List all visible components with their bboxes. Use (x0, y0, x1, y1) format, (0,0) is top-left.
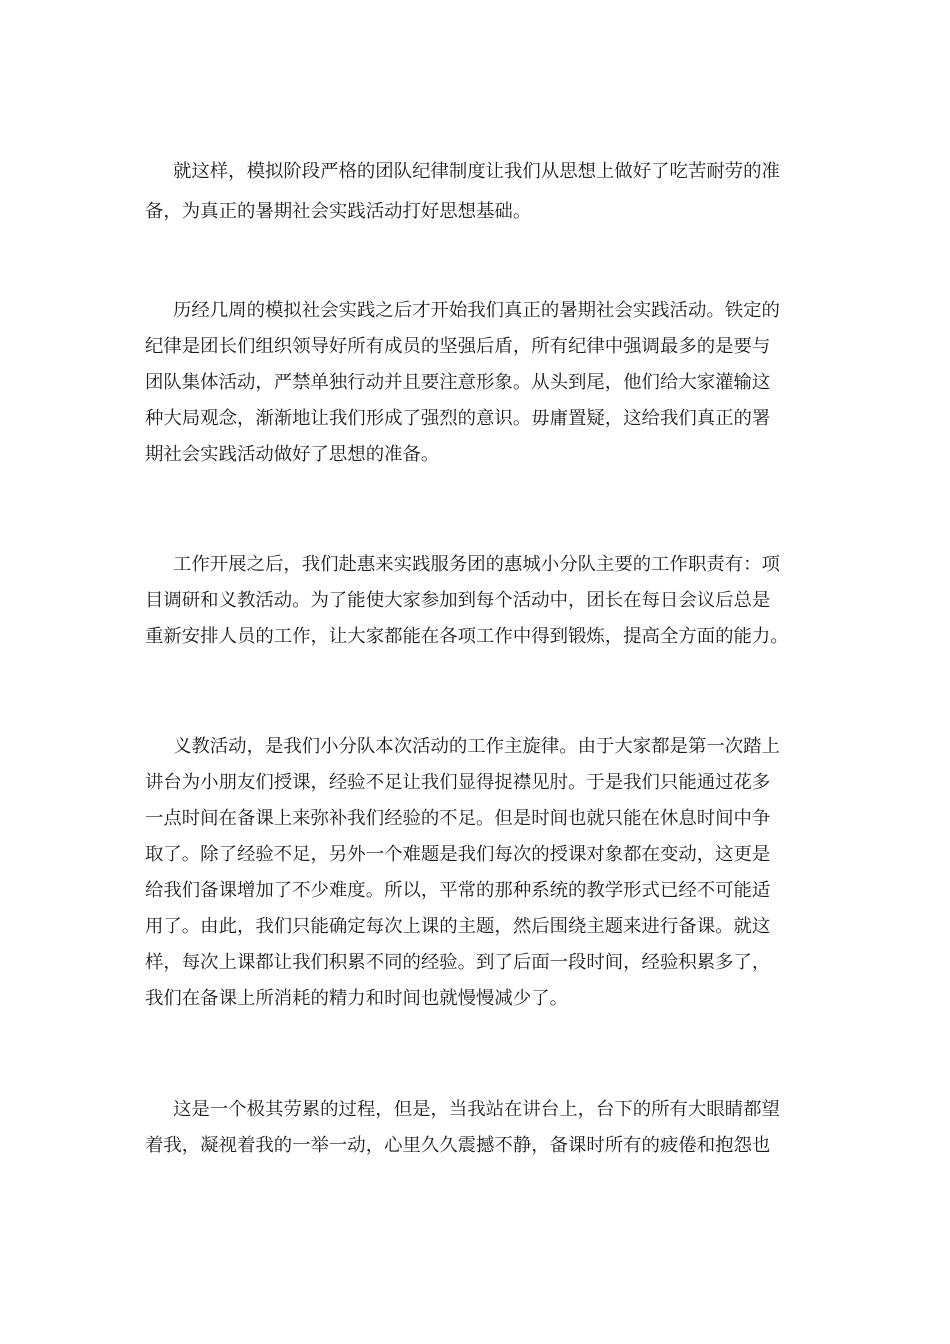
text-line: 目调研和义教活动。为了能使大家参加到每个活动中，团长在每日会议后总是 (145, 590, 771, 611)
text-line: 用了。由此，我们只能确定每次上课的主题，然后围绕主题来进行备课。就这 (145, 916, 771, 937)
text-line: 备，为真正的暑期社会实践活动打好思想基础。 (145, 201, 532, 222)
text-line: 义教活动，是我们小分队本次活动的工作主旋律。由于大家都是第一次踏上 (173, 736, 780, 757)
text-line: 工作开展之后，我们赴惠来实践服务团的惠城小分队主要的工作职责有：项 (173, 554, 780, 575)
text-line: 讲台为小朋友们授课，经验不足让我们显得捉襟见肘。于是我们只能通过花多 (145, 772, 771, 793)
text-line: 重新安排人员的工作，让大家都能在各项工作中得到锻炼，提高全方面的能力。 (145, 626, 789, 647)
text-line: 这是一个极其劳累的过程，但是，当我站在讲台上，台下的所有大眼睛都望 (173, 1099, 780, 1120)
text-line: 历经几周的模拟社会实践之后才开始我们真正的暑期社会实践活动。铁定的 (173, 300, 780, 321)
text-line: 团队集体活动，严禁单独行动并且要注意形象。从头到尾，他们给大家灌输这 (145, 372, 771, 393)
text-line: 纪律是团长们组织领导好所有成员的坚强后盾，所有纪律中强调最多的是要与 (145, 336, 771, 357)
text-line: 取了。除了经验不足，另外一个难题是我们每次的授课对象都在变动，这更是 (145, 844, 771, 865)
text-line: 给我们备课增加了不少难度。所以，平常的那种系统的教学形式已经不可能适 (145, 880, 771, 901)
text-line: 着我，凝视着我的一举一动，心里久久震撼不静，备课时所有的疲倦和抱怨也 (145, 1135, 771, 1156)
text-line: 期社会实践活动做好了思想的准备。 (145, 444, 440, 465)
text-line: 样，每次上课都让我们积累不同的经验。到了后面一段时间，经验积累多了， (145, 952, 771, 973)
text-line: 就这样，模拟阶段严格的团队纪律制度让我们从思想上做好了吃苦耐劳的准 (173, 161, 780, 182)
text-line: 一点时间在备课上来弥补我们经验的不足。但是时间也就只能在休息时间中争 (145, 808, 771, 829)
text-line: 我们在备课上所消耗的精力和时间也就慢慢减少了。 (145, 988, 568, 1009)
text-line: 种大局观念，渐渐地让我们形成了强烈的意识。毋庸置疑，这给我们真正的署 (145, 408, 771, 429)
